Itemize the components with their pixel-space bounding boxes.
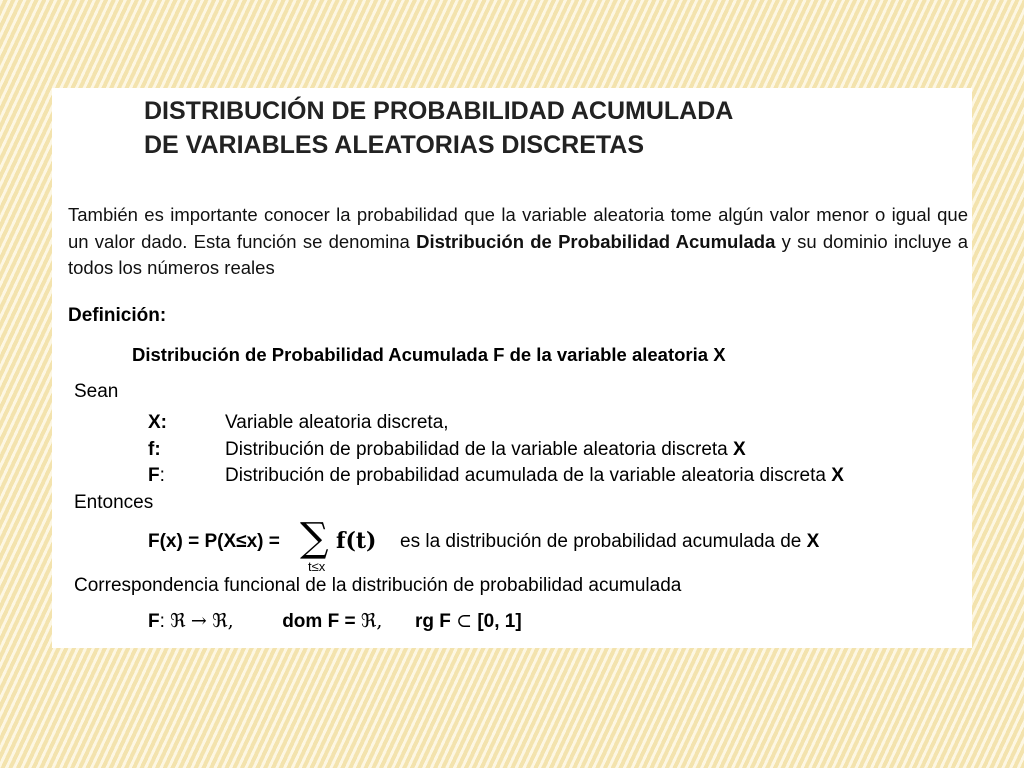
real-numbers-symbol: ℜ [170,610,186,632]
term-f: f: [148,439,161,460]
correspondence-text: Correspondencia funcional de la distribución de probabilidad acumulada [74,575,682,596]
summation-subscript: t≤x [308,559,326,574]
title-line-2: DE VARIABLES ALEATORIAS DISCRETAS [144,131,645,159]
title-line-1: DISTRIBUCIÓN DE PROBABILIDAD ACUMULADA [144,97,734,125]
intro-text-end: y su dominio incluye a todos los números reales [68,230,969,278]
slide-title [144,94,733,162]
range-label: rg F [414,611,451,632]
domain-label: dom F = [282,611,356,632]
entonces-label: Entonces [74,492,154,513]
arrow-icon: → [190,610,207,632]
sean-label: Sean [74,381,119,402]
definition-heading: Definición: [68,305,167,326]
summation-icon: ∑ [300,515,329,561]
term-f-desc: Distribución de probabilidad de la variable aleatoria discreta X [225,439,746,460]
intro-paragraph [68,202,968,282]
term-big-f-desc: Distribución de probabilidad acumulada de la variable aleatoria discreta X [225,465,844,486]
intro-bold-term: Distribución de Probabilidad Acumulada [416,230,776,252]
subset-icon: ⊂ [456,610,473,632]
term-x: X: [148,412,167,433]
slide-content-panel [52,88,972,648]
formula-description: es la distribución de probabilidad acumulada de X [400,531,820,552]
real-numbers-symbol-2: ℜ, [212,610,234,632]
range-value: [0, 1] [477,611,522,632]
term-x-desc: Variable aleatoria discreta, [225,412,449,433]
mapping-f: F [148,611,160,632]
domain-symbol: ℜ, [360,610,383,632]
formula-lhs: F(x) = P(X≤x) = [148,531,280,552]
term-big-f: F: [148,465,165,486]
definition-title-var: X [713,344,726,365]
definition-title-text: Distribución de Probabilidad Acumulada F de la variable aleatoria [132,344,714,365]
formula-summand: f(t) [336,528,377,554]
intro-text: También es importante conocer la probabilidad que la variable aleatoria tome algún valor menor o igual que un valor dado. Esta función se denomina [68,204,968,252]
definition-title [132,344,726,366]
functional-mapping: F: ℜ → ℜ, dom F = ℜ, rg F ⊂ [0, 1] [148,610,522,632]
